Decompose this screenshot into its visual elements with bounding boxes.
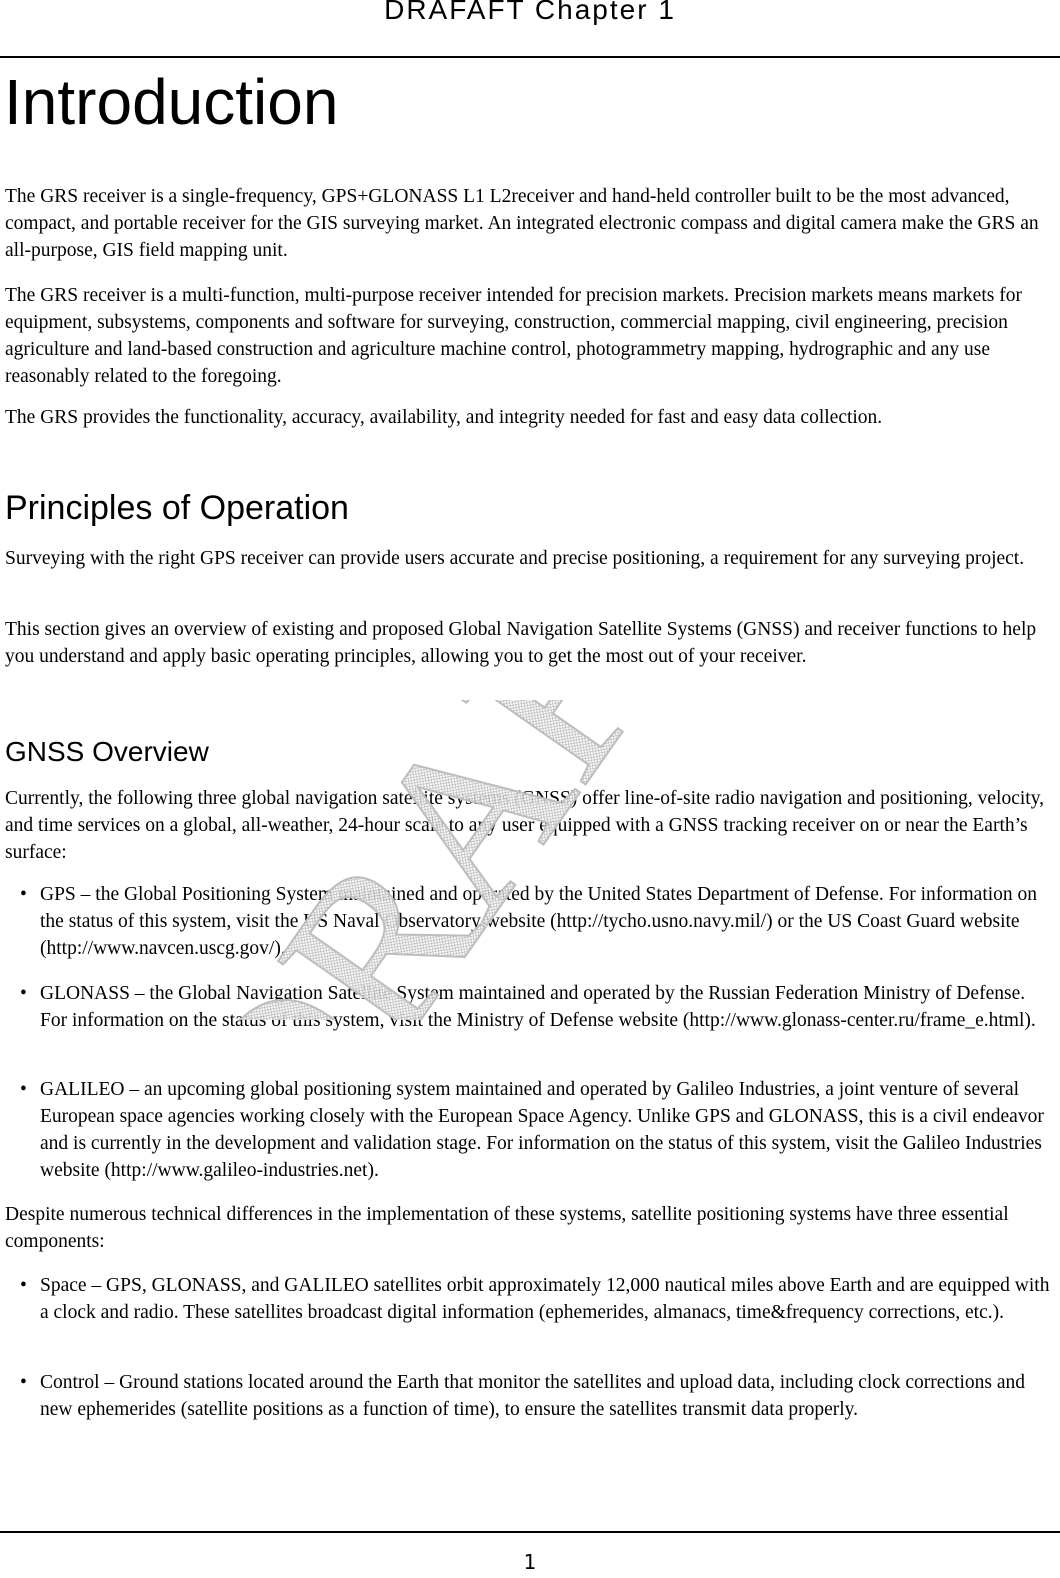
- section-heading-gnss: GNSS Overview: [5, 736, 209, 767]
- bullet-marker: •: [20, 1079, 27, 1100]
- intro-paragraph: The GRS receiver is a multi-function, multi-purpose receiver intended for precision markets. Precision markets means markets for equipment, subsystems, components and software for surveying, construction, commercial mapping, civil engineering, precision agriculture and land-based construction and agriculture machine control, photogrammetry mapping, hydrographic and any use reasonably related to the foregoing.: [5, 285, 1022, 387]
- header-title: DRAFAFT Chapter 1: [384, 0, 676, 25]
- gnss-list-item-galileo: GALILEO – an upcoming global positioning system maintained and operated by Galileo Industries, a joint venture of several European space agencies working closely with the European Space Agency. Unlike GPS and GLONASS, this is a civil endeavor and is currently in the development and validation stage. For information on the status of this system, visit the Galileo Industries website (http://www.galileo-industries.net).: [40, 1079, 1044, 1181]
- bullet-marker: •: [20, 1372, 27, 1393]
- gnss-list-item-gps: GPS – the Global Positioning System maintained and operated by the United States Department of Defense. For information on the status of this system, visit the US Naval Observatory website (http://tycho.usno.navy.mil/) or the US Coast Guard website (http://www.navcen.uscg.gov/).: [40, 884, 1038, 959]
- chapter-title: Introduction: [4, 66, 339, 138]
- footer-rule: [0, 1531, 1060, 1533]
- component-list-item-space: Space – GPS, GLONASS, and GALILEO satellites orbit approximately 12,000 nautical miles above Earth and are equipped with a clock and radio. These satellites broadcast digital information (ephemerides, almanacs, time&frequency corrections, etc.).: [40, 1275, 1050, 1323]
- component-list-item-control: Control – Ground stations located around the Earth that monitor the satellites and upload data, including clock corrections and new ephemerides (satellite positions as a function of time), to ensure the satellites transmit data properly.: [40, 1372, 1026, 1420]
- components-intro-paragraph: Despite numerous technical differences in the implementation of these systems, satellite positioning systems have three essential components:: [5, 1204, 1009, 1252]
- page-header: [0, 0, 1060, 58]
- bullet-marker: •: [20, 1275, 27, 1296]
- principles-paragraph: Surveying with the right GPS receiver can provide users accurate and precise positioning, a requirement for any surveying project.: [5, 548, 1025, 569]
- intro-paragraph: The GRS provides the functionality, accuracy, availability, and integrity needed for fast and easy data collection.: [5, 407, 883, 428]
- gnss-list-item-glonass: GLONASS – the Global Navigation Satellite System maintained and operated by the Russian Federation Ministry of Defense. For information on the status of this system, visit the Ministry of Defense website (http://www.glonass-center.ru/frame_e.html).: [40, 983, 1036, 1031]
- page-number: 1: [523, 1550, 537, 1574]
- section-heading-principles: Principles of Operation: [5, 489, 349, 527]
- bullet-marker: •: [20, 983, 27, 1004]
- principles-paragraph: This section gives an overview of existing and proposed Global Navigation Satellite Systems (GNSS) and receiver functions to help you understand and apply basic operating principles, allowing you to get the most out of your receiver.: [5, 619, 1037, 667]
- gnss-intro-paragraph: Currently, the following three global navigation satellite systems (GNSS) offer line-of-site radio navigation and positioning, velocity, and time services on a global, all-weather, 24-hour scale to any user equipped with a GNSS tracking receiver on or near the Earth’s surface:: [5, 788, 1045, 863]
- intro-paragraph: The GRS receiver is a single-frequency, GPS+GLONASS L1 L2receiver and hand-held controller built to be the most advanced, compact, and portable receiver for the GIS surveying market. An integrated electronic compass and digital camera make the GRS an all-purpose, GIS field mapping unit.: [5, 186, 1039, 261]
- bullet-marker: •: [20, 884, 27, 905]
